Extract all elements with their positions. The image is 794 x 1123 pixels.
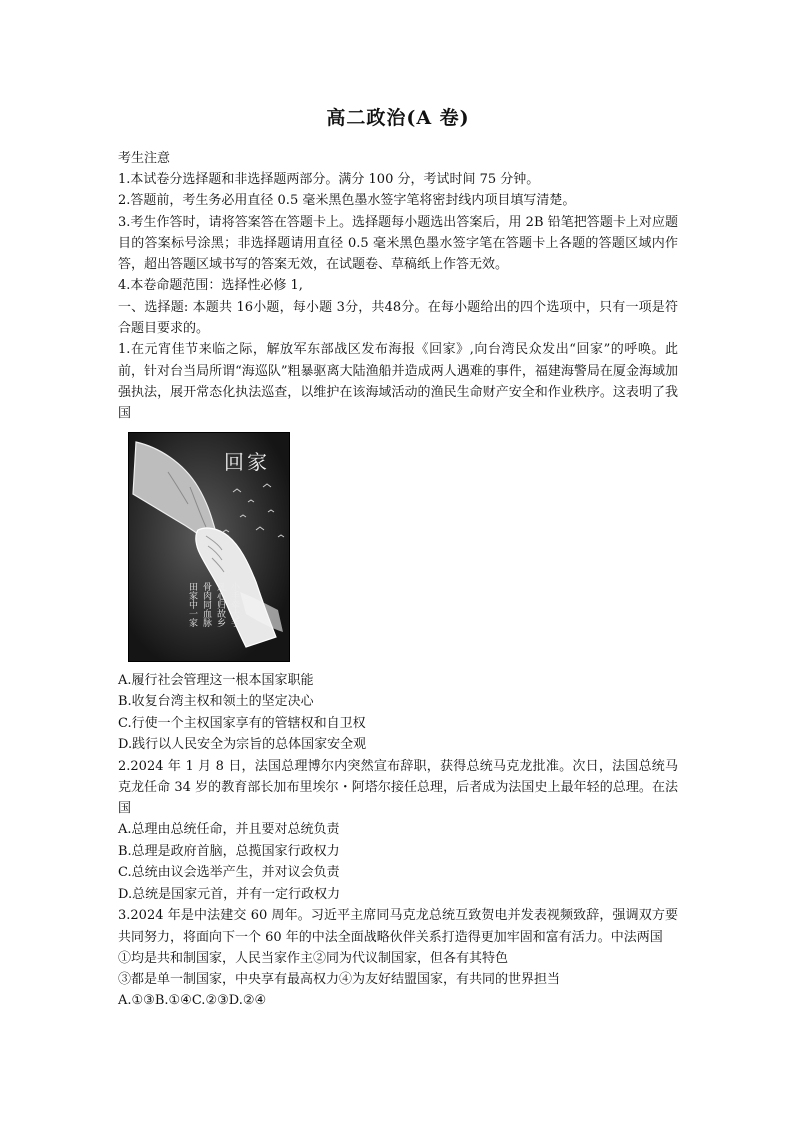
question-3-statements-1: ①均是共和制国家，人民当家作主②同为代议制国家，但各有其特色: [118, 951, 509, 967]
poster-poem: [186, 582, 239, 654]
question-2-option-c: C.总统由议会选举产生，并对议会负责: [118, 865, 340, 881]
notice-item-1: 1.本试卷分选择题和非选择题两部分。满分 100 分，考试时间 75 分钟。: [118, 172, 540, 187]
question-2-option-a: A.总理由总统任命，并且要对总统负责: [118, 822, 340, 838]
question-2-option-b: B.总理是政府首脑，总揽国家行政权力: [118, 843, 340, 859]
question-2-option-d: D.总统是国家元首，并有一定行政权力: [118, 886, 341, 902]
exam-page: [118, 104, 678, 1011]
notice-block: [118, 148, 678, 297]
question-1-stem: 1.在元宵佳节来临之际，解放军东部战区发布海报《回家》,向台湾民众发出“回家”的呼唤。此前，针对台当局所谓“海巡队”粗暴驱离大陆渔船并造成两人遇难的事件，福建海警局在厦金海域加强执法，展开常态化执法巡查，以维护在该海域活动的渔民生命财产安全和作业秩序。这表明了我国: [118, 342, 678, 422]
question-2-stem: 2.2024 年 1 月 8 日，法国总理博尔内突然宣布辞职，获得总统马克龙批准。次日，法国总统马克龙任命 34 岁的教育部长加布里埃尔・阿塔尔接任总理，后者成为法国史上最年轻的总理。在法国: [118, 758, 678, 817]
question-2-options: [118, 819, 678, 905]
question-3-stem: 3.2024 年是中法建交 60 周年。习近平主席同马克龙总统互致贺电并发表视频致辞，强调双方要共同努力，将面向下一个 60 年的中法全面战略伙伴关系打造得更加牢固和富有活力。中法两国: [118, 908, 678, 945]
poster-image: [128, 432, 290, 662]
question-1-options: [118, 670, 678, 756]
poster-poem-line-3: 骨肉同血脉: [201, 581, 211, 627]
question-2: [118, 756, 678, 906]
poster-poem-line-1: 小手牵大手: [229, 581, 239, 627]
exam-title: 高二政治(A 卷): [326, 107, 470, 129]
notice-item-4: 4.本卷命题范围：选择性必修 1,: [118, 278, 303, 294]
notice-heading: 考生注意: [118, 151, 171, 166]
poster-poem-line-4: 田家中一家: [187, 581, 197, 627]
question-1-option-c: C.行使一个主权国家享有的管辖权和自卫权: [118, 715, 366, 731]
question-1: [118, 339, 678, 755]
question-1-option-d: D.践行以人民安全为宗旨的总体国家安全观: [118, 737, 367, 753]
question-1-option-b: B.收复台湾主权和领土的坚定决心: [118, 694, 314, 710]
notice-item-3: 3.考生作答时，请将答案答在答题卡上。选择题每小题选出答案后，用 2B 铅笔把答题卡上对应题目的答案标号涂黑；非选择题请用直径 0.5 毫米黑色墨水签字笔在答题卡上各题的答题区域内作答，超出答题区域书写的答案无效，在试题卷、草稿纸上作答无效。: [118, 214, 678, 273]
question-1-option-a: A.履行社会管理这一根本国家职能: [118, 672, 314, 688]
poster-title: 回家: [224, 449, 270, 474]
notice-item-2: 2.答题前，考生务必用直径 0.5 毫米黑色墨水签字笔将密封线内项目填写清楚。: [118, 193, 576, 209]
section-heading: 一、选择题: 本题共 16小题，每小题 3分，共48分。在每小题给出的四个选项中，只有一项是符合题目要求的。: [118, 299, 678, 337]
question-3-answers: A.①③B.①④C.②③D.②④: [118, 993, 267, 1009]
question-3: [118, 905, 678, 1011]
question-3-statements-2: ③都是单一制国家，中央享有最高权力④为友好结盟国家，有共同的世界担当: [118, 972, 561, 988]
poster-poem-line-2: 凡心归故乡: [215, 581, 225, 627]
